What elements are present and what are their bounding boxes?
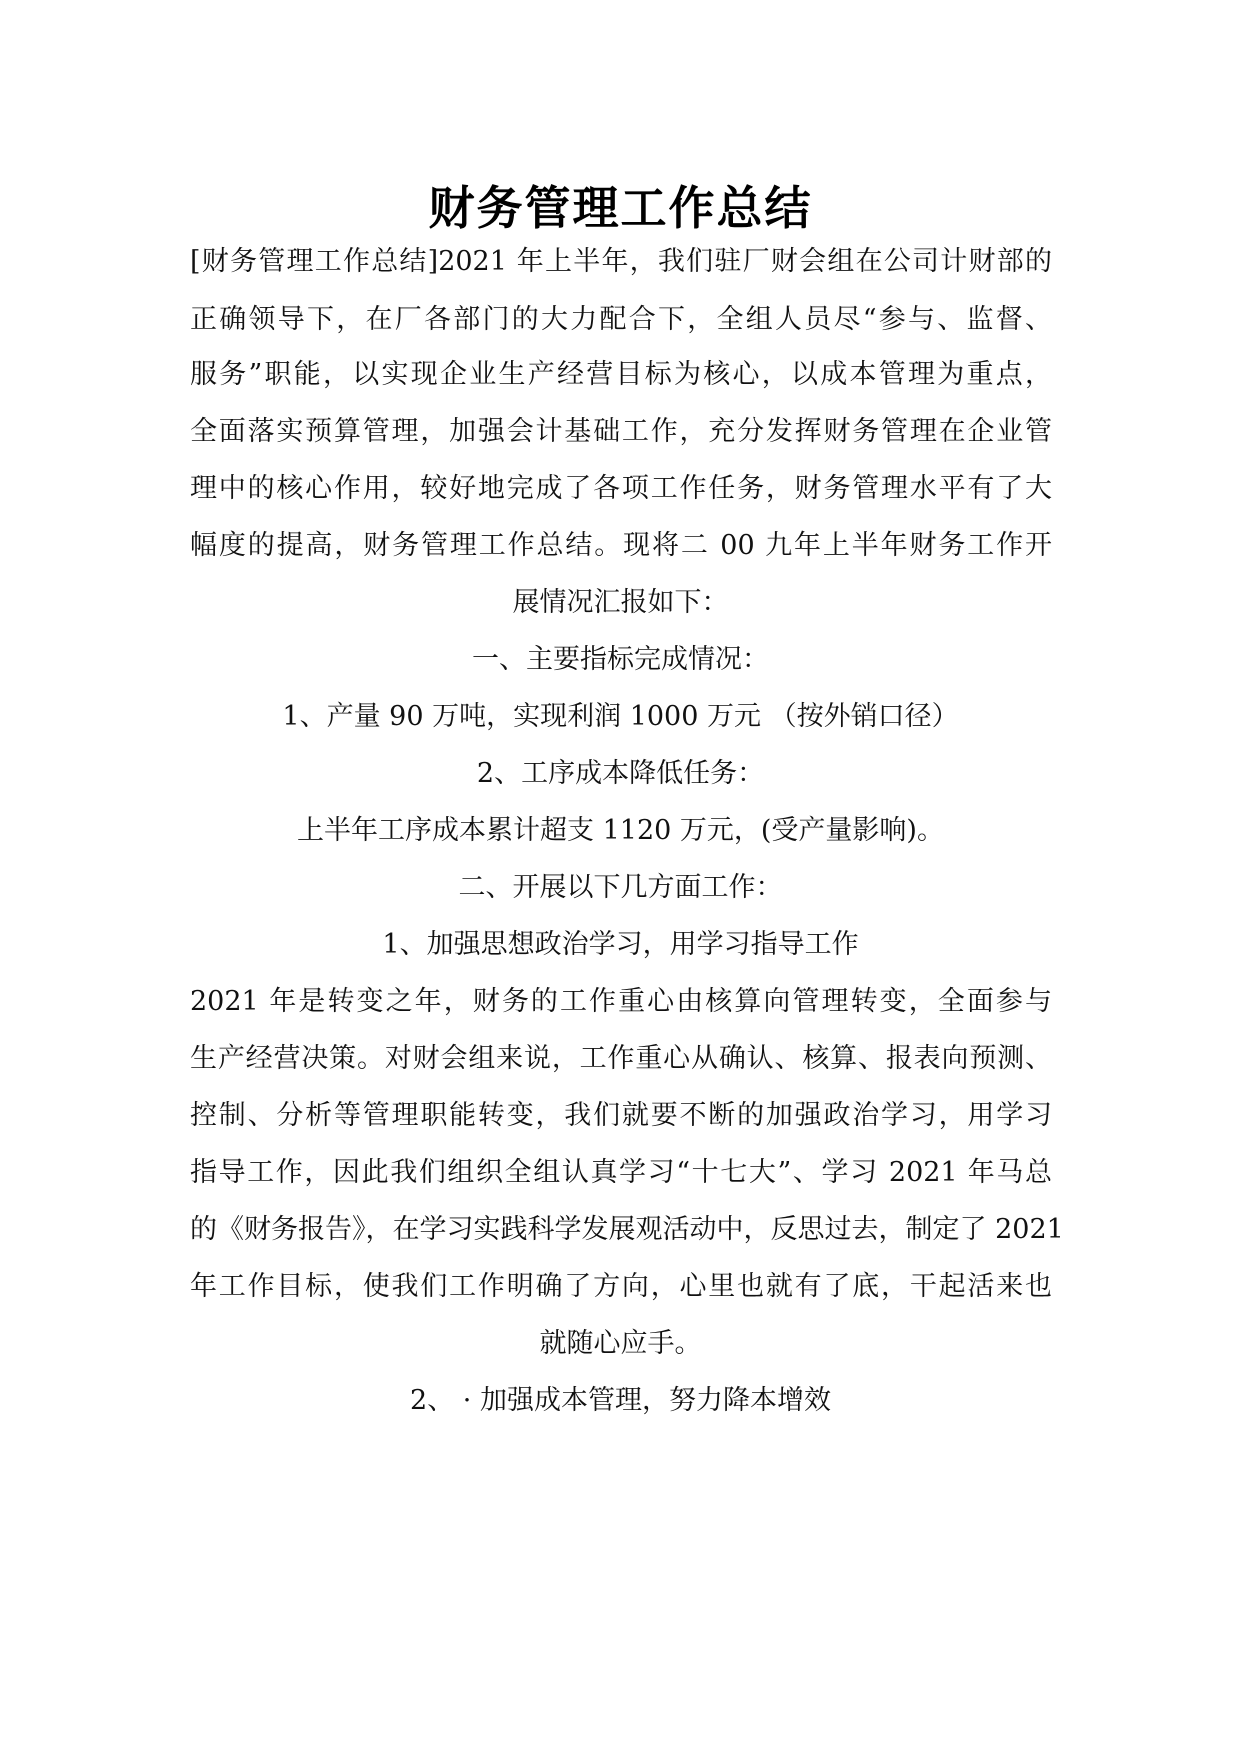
section2-heading: 二、开展以下几方面工作： <box>458 872 783 903</box>
intro-line-5: 理中的核心作用，较好地完成了各项工作任务，财务管理水平有了大 <box>190 473 1052 504</box>
section1-heading: 一、主要指标完成情况： <box>472 644 769 675</box>
intro-line-1: [财务管理工作总结]2021 年上半年，我们驻厂财会组在公司计财部的 <box>190 246 1052 277</box>
item2-detail: 上半年工序成本累计超支 1120 万元，(受产量影响)。 <box>297 815 944 846</box>
sub1-line-7: 就随心应手。 <box>539 1328 702 1359</box>
intro-line-6: 幅度的提高，财务管理工作总结。现将二 00 九年上半年财务工作开 <box>190 530 1052 561</box>
intro-line-3: 服务”职能，以实现企业生产经营目标为核心，以成本管理为重点， <box>190 359 1052 390</box>
sub1-heading: 1、加强思想政治学习，用学习指导工作 <box>382 929 859 960</box>
sub1-line-4: 指导工作，因此我们组织全组认真学习“十七大”、学习 2021 年马总 <box>190 1157 1052 1188</box>
sub1-line-6: 年工作目标，使我们工作明确了方向，心里也就有了底，干起活来也 <box>190 1271 1052 1302</box>
sub1-line-2: 生产经营决策。对财会组来说，工作重心从确认、核算、报表向预测、 <box>190 1043 1052 1074</box>
item2-text: 2、工序成本降低任务： <box>476 758 765 789</box>
item1-text: 1、产量 90 万吨，实现利润 1000 万元 （按外销口径） <box>282 701 959 732</box>
sub1-line-1: 2021 年是转变之年，财务的工作重心由核算向管理转变，全面参与 <box>190 986 1052 1017</box>
document-title: 财务管理工作总结 <box>428 181 813 235</box>
sub2-heading: 2、 · 加强成本管理，努力降本增效 <box>410 1385 831 1416</box>
intro-line-7: 展情况汇报如下： <box>512 587 729 618</box>
sub1-line-3: 控制、分析等管理职能转变，我们就要不断的加强政治学习，用学习 <box>190 1100 1052 1131</box>
sub1-line-5: 的《财务报告》，在学习实践科学发展观活动中，反思过去，制定了 2021 <box>190 1214 1064 1245</box>
intro-line-4: 全面落实预算管理，加强会计基础工作，充分发挥财务管理在企业管 <box>190 416 1052 447</box>
intro-line-2: 正确领导下，在厂各部门的大力配合下，全组人员尽“参与、监督、 <box>190 304 1052 335</box>
